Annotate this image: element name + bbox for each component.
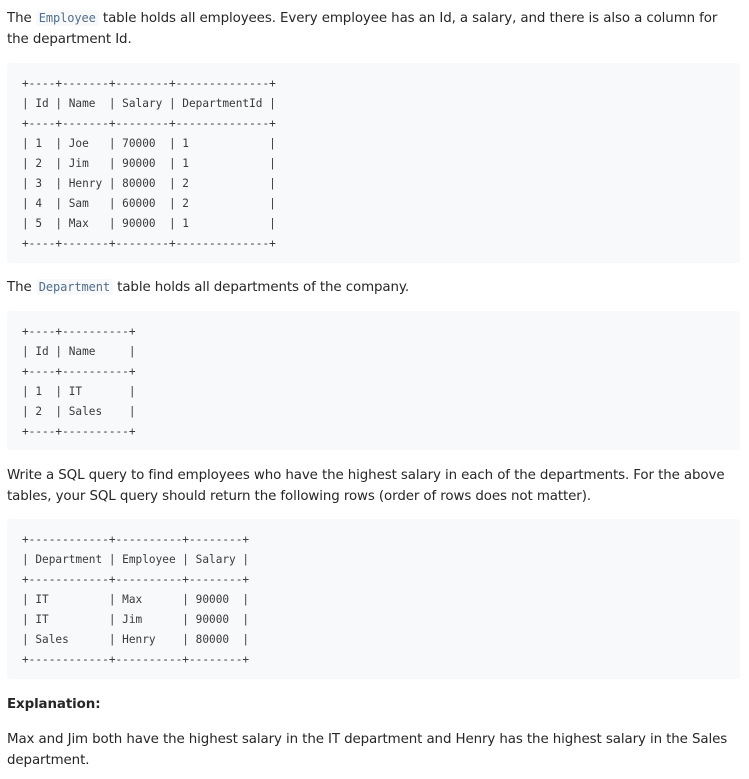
department-table-line: +----+----------+ — [22, 425, 136, 438]
employee-table-line: | 1 | Joe | 70000 | 1 | — [22, 137, 276, 150]
result-table-line: +------------+----------+--------+ — [22, 533, 250, 546]
employee-table-line: | 4 | Sam | 60000 | 2 | — [22, 197, 276, 210]
result-table-line: | IT | Max | 90000 | — [22, 593, 250, 606]
department-table-line: | Id | Name | — [22, 345, 136, 358]
result-table-line: | Department | Employee | Salary | — [22, 553, 250, 566]
department-table-line: | 1 | IT | — [22, 385, 136, 398]
result-table-codeblock — [7, 519, 740, 679]
employee-table-line: | Id | Name | Salary | DepartmentId | — [22, 97, 276, 110]
department-table-line: +----+----------+ — [22, 365, 136, 378]
result-table-line: | Sales | Henry | 80000 | — [22, 633, 250, 646]
result-table-line: | IT | Jim | 90000 | — [22, 613, 250, 626]
dept-intro-text-start: The — [7, 280, 36, 295]
employee-table-line: +----+-------+--------+--------------+ — [22, 237, 276, 250]
question-paragraph: Write a SQL query to find employees who have the highest salary in each of the departments. For the above tables, your SQL query should return the following rows (order of rows does not matter). — [7, 468, 725, 504]
department-inline-code: Department — [36, 279, 113, 295]
employee-table-line: | 3 | Henry | 80000 | 2 | — [22, 177, 276, 190]
intro-text-end: table holds all employees. Every employee has an Id, a salary, and there is also a column for the department Id. — [7, 11, 718, 47]
explanation-paragraph: Max and Jim both have the highest salary in the IT department and Henry has the highest salary in the Sales department. — [7, 732, 728, 768]
employee-intro-paragraph — [7, 8, 732, 50]
employee-inline-code: Employee — [36, 10, 99, 26]
employee-table-line: +----+-------+--------+--------------+ — [22, 77, 276, 90]
dept-intro-text-end: table holds all departments of the company. — [113, 280, 409, 295]
department-intro-paragraph — [7, 277, 732, 298]
employee-table-line: | 5 | Max | 90000 | 1 | — [22, 217, 276, 230]
result-table-line: +------------+----------+--------+ — [22, 653, 250, 666]
result-table-line: +------------+----------+--------+ — [22, 573, 250, 586]
department-table-line: +----+----------+ — [22, 325, 136, 338]
employee-table-codeblock — [7, 63, 740, 263]
department-table-codeblock — [7, 311, 740, 450]
employee-table-line: +----+-------+--------+--------------+ — [22, 117, 276, 130]
employee-table-line: | 2 | Jim | 90000 | 1 | — [22, 157, 276, 170]
department-table-line: | 2 | Sales | — [22, 405, 136, 418]
explanation-heading: Explanation: — [7, 697, 101, 712]
intro-text-start: The — [7, 11, 36, 26]
